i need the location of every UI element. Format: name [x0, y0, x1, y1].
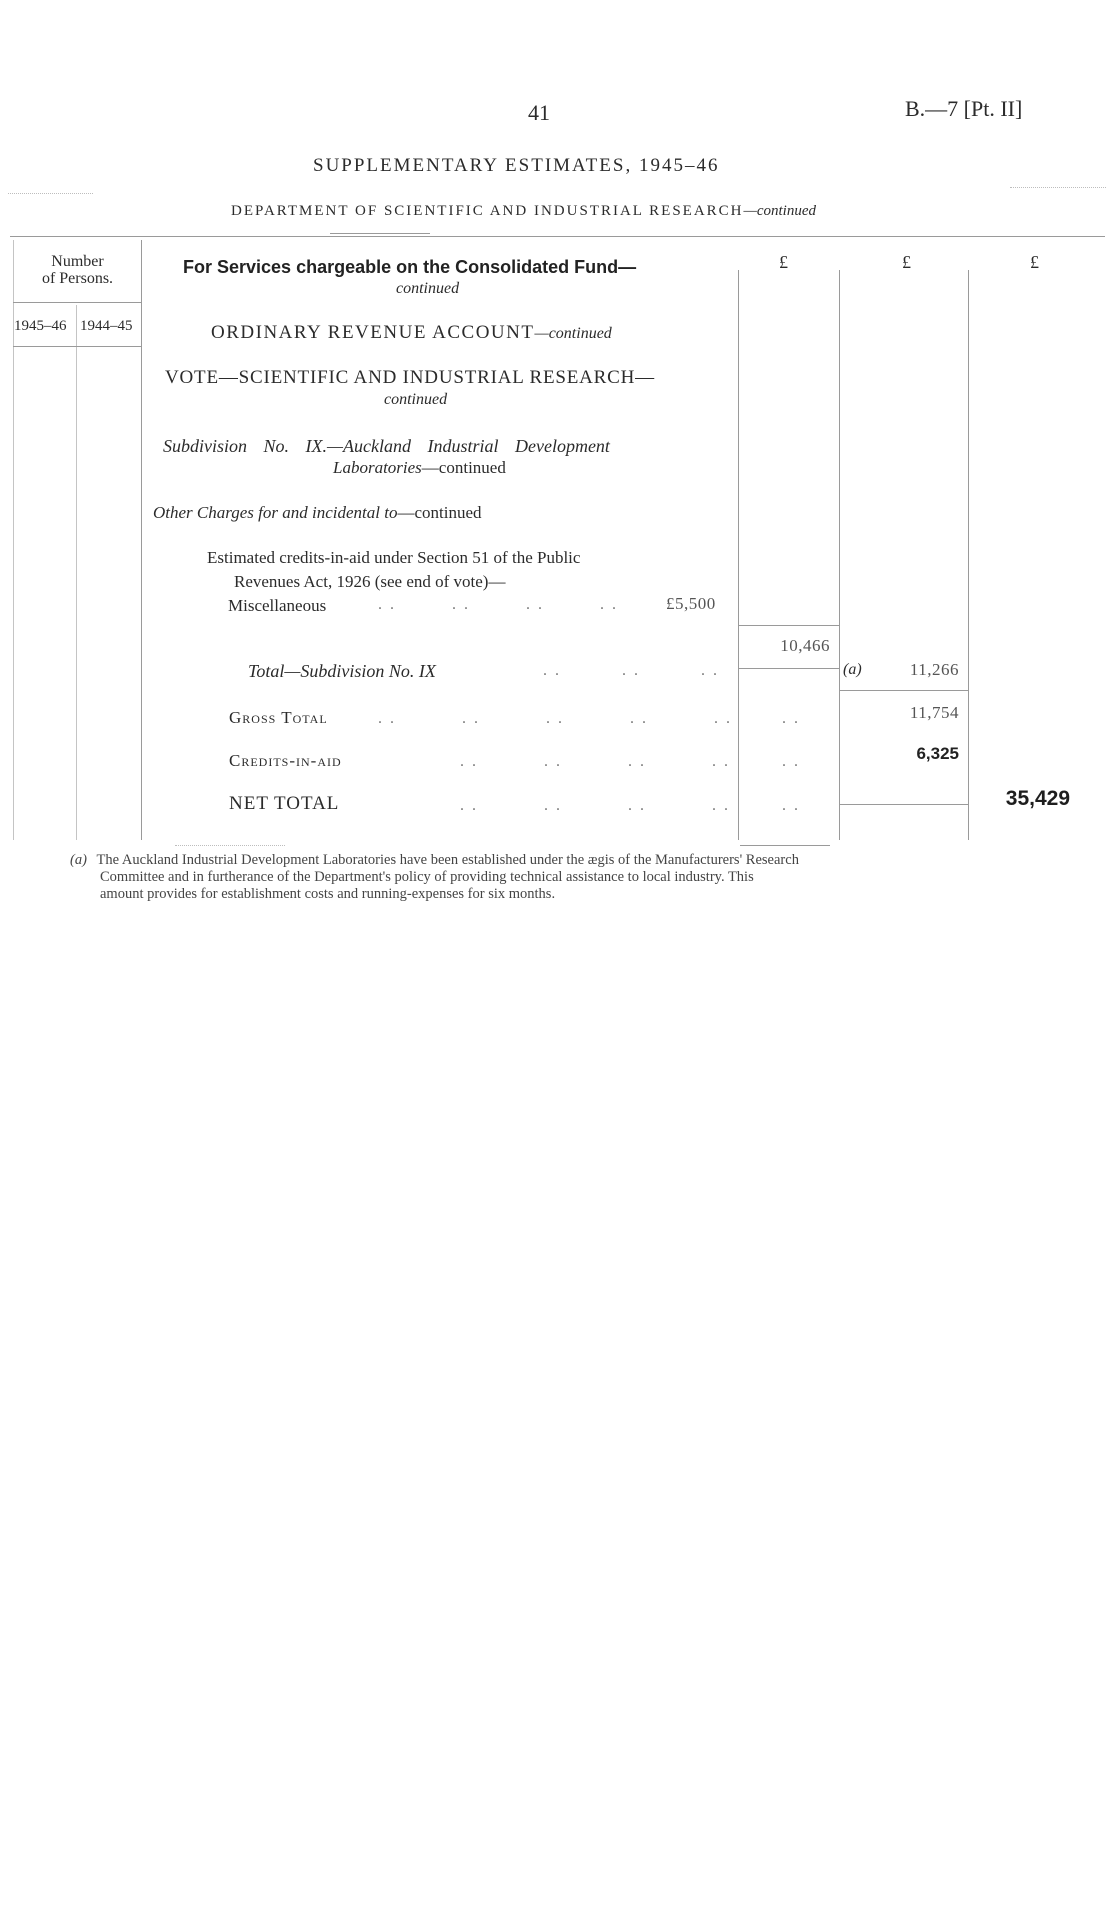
- rule-amount-col2: [839, 270, 840, 840]
- footnote-line3: amount provides for establishment costs and running-expenses for six months.: [100, 886, 556, 902]
- persons-header: [14, 253, 141, 287]
- rule-amount-col1: [738, 270, 739, 840]
- table-top-rule: [10, 236, 1105, 237]
- header-rule-right: [1010, 187, 1106, 188]
- gross-total-amount: 11,754: [909, 703, 959, 722]
- subtotal-amount: 10,466: [780, 636, 830, 655]
- total-subdivision-leaders: . . . . . .: [543, 662, 719, 679]
- subdivision-heading: Subdivision No. IX.—Auckland Industrial Development: [163, 436, 610, 456]
- credits-in-aid-rule: [840, 804, 968, 805]
- year-current: 1945–46: [14, 318, 67, 334]
- persons-header-rule: [13, 302, 141, 303]
- total-subdivision-rule: [840, 690, 968, 691]
- persons-header-line2: of Persons.: [41, 270, 114, 287]
- credits-note-line2: Revenues Act, 1926 (see end of vote)—: [234, 572, 506, 591]
- year-previous: 1944–45: [80, 318, 133, 334]
- subtotal-top-rule: [739, 625, 839, 626]
- misc-amount: £5,500: [666, 594, 716, 613]
- account-heading-continued: —continued: [534, 325, 612, 342]
- page-title: SUPPLEMENTARY ESTIMATES, 1945–46: [313, 155, 720, 176]
- net-total-label: NET TOTAL: [229, 793, 340, 814]
- other-charges-continued: —continued: [397, 503, 482, 522]
- pound-header-2: £: [902, 252, 911, 272]
- footnote-line1: [70, 852, 799, 869]
- net-total-leaders: . . . . . . . .: [460, 797, 730, 814]
- subdivision-laboratories: Laboratories: [333, 458, 422, 477]
- pound-header-1: £: [779, 252, 788, 272]
- header-rule-left: [8, 193, 93, 194]
- gross-total-leaders: . . . . . . . . . .: [378, 710, 732, 727]
- persons-header-line1: Number: [51, 253, 104, 270]
- subtotal-bottom-rule: [739, 668, 839, 669]
- net-total-amount: 35,429: [1005, 787, 1070, 810]
- account-heading: [211, 322, 612, 344]
- year-header-rule: [13, 346, 141, 347]
- table-bottom-rule-right: [740, 845, 830, 846]
- rule-persons-right: [141, 240, 142, 840]
- department-heading: [231, 203, 816, 220]
- credits-in-aid-label: Credits-in-aid: [229, 751, 342, 770]
- vote-heading: VOTE—SCIENTIFIC AND INDUSTRIAL RESEARCH—: [165, 367, 655, 388]
- misc-leaders: . . . . . . . .: [378, 596, 618, 613]
- department-underline: [330, 233, 430, 234]
- footnote-text1: The Auckland Industrial Development Laboratories have been established under the ægis of the Manufacturers' Research: [96, 852, 799, 868]
- other-charges-heading: [153, 503, 482, 523]
- footnote-line2: Committee and in furtherance of the Department's policy of providing technical assistance to local industry. This: [100, 869, 754, 885]
- gross-total-label: Gross Total: [229, 708, 328, 727]
- credits-in-aid-leaders: . . . . . . . .: [460, 753, 730, 770]
- footnote: [70, 852, 799, 903]
- total-subdivision-amount: 11,266: [909, 660, 959, 679]
- subdivision-heading-line2: [333, 458, 506, 478]
- vote-heading-continued: continued: [384, 391, 448, 408]
- other-charges-label: Other Charges for and incidental to: [153, 503, 398, 522]
- pound-header-3: £: [1030, 252, 1039, 272]
- total-subdivision-label: Total—Subdivision No. IX: [248, 661, 436, 681]
- credits-in-aid-amount: 6,325: [916, 744, 959, 763]
- page-number: 41: [528, 100, 550, 125]
- table-bottom-rule: [175, 845, 285, 846]
- gross-total-empty-col1: . .: [782, 710, 800, 727]
- document-reference: B.—7 [Pt. II]: [905, 96, 1023, 121]
- credits-in-aid-empty-col1: . .: [782, 753, 800, 770]
- account-heading-name: ORDINARY REVENUE ACCOUNT: [211, 322, 535, 343]
- rule-persons-mid: [76, 305, 77, 840]
- net-total-empty-col1: . .: [782, 797, 800, 814]
- department-continued: —continued: [743, 203, 816, 219]
- footnote-marker: (a): [70, 852, 87, 868]
- fund-heading: For Services chargeable on the Consolidated Fund—: [183, 257, 637, 277]
- credits-note-line1: Estimated credits-in-aid under Section 51 of the Public: [207, 548, 581, 567]
- rule-amount-col3: [968, 270, 969, 840]
- fund-heading-continued: continued: [396, 280, 460, 297]
- total-subdivision-note-marker: (a): [843, 661, 862, 678]
- department-name: DEPARTMENT OF SCIENTIFIC AND INDUSTRIAL RESEARCH: [231, 203, 744, 219]
- misc-label: Miscellaneous: [228, 596, 327, 615]
- subdivision-continued: —continued: [421, 458, 506, 477]
